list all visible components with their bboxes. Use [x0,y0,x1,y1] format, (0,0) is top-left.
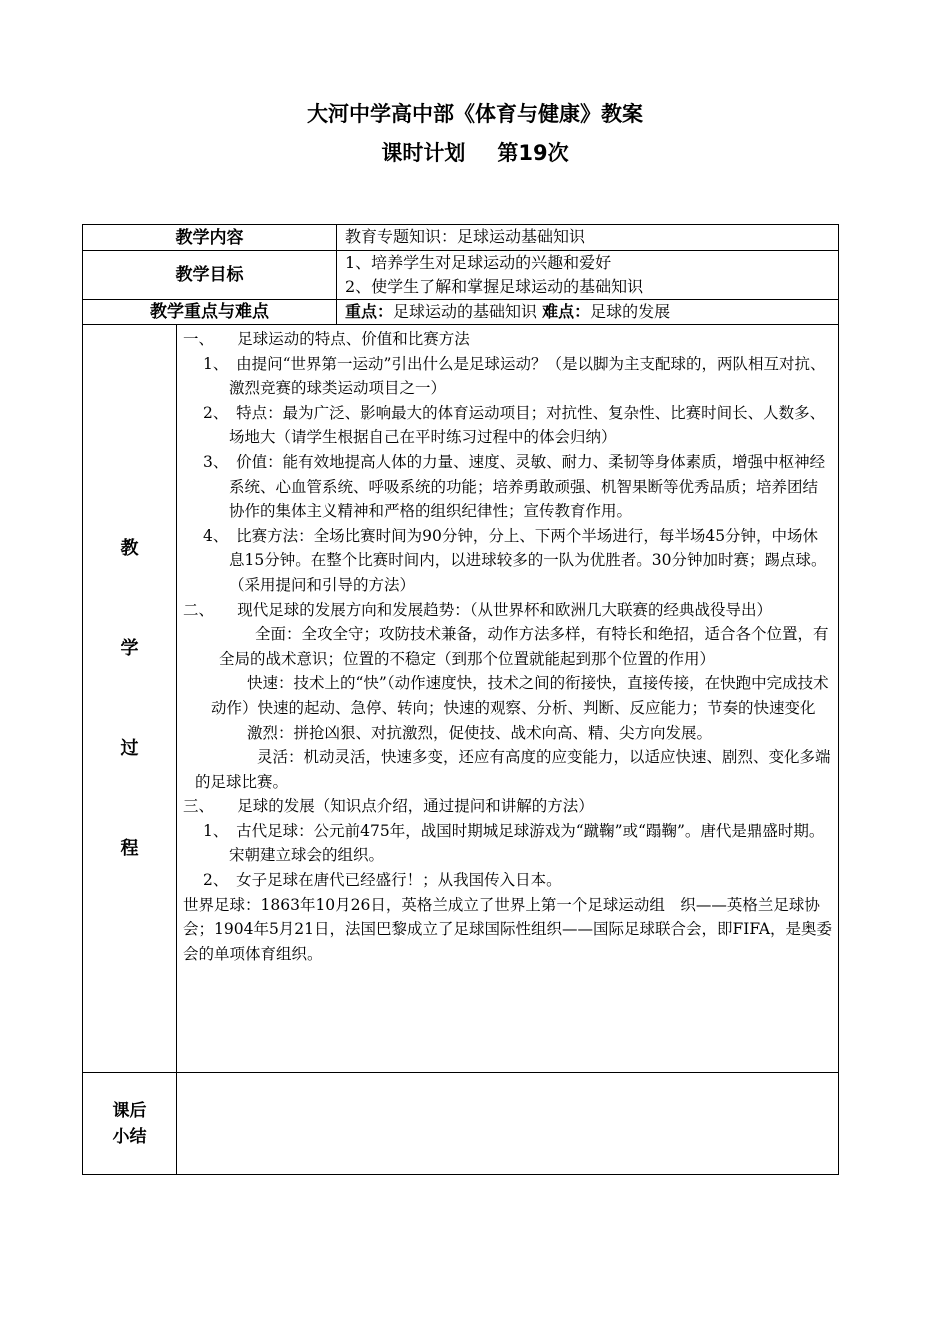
list-item: 1、 古代足球：公元前475年，战国时期城足球游戏为“蹴鞠”或“蹋鞠”。唐代是鼎盛时期。宋朝建立球会的组织。 [203,821,825,865]
goal-line: 2、使学生了解和掌握足球运动的基础知识 [345,277,644,296]
process-label-char: 学 [120,637,139,659]
difficulty-prefix: 难点： [542,302,591,321]
key-prefix: 重点： [345,302,394,321]
section-heading: 三、 足球的发展（知识点介绍，通过提问和讲解的方法） [183,797,594,816]
goal-line: 1、培养学生对足球运动的兴趣和爱好 [345,253,612,272]
paragraph: 世界足球：1863年10月26日，英格兰成立了世界上第一个足球运动组 织——英格兰足球协会；1904年5月21日，法国巴黎成立了足球国际性组织——国际足球联合会，即FIFA，是奥委会的单项体育组织。 [183,895,833,963]
process-label-char: 程 [120,837,139,859]
trend-item: 灵活：机动灵活，快速多变，还应有高度的应变能力，以适应快速、剧烈、变化多端的足球比赛。 [195,748,831,791]
summary-content [177,1073,839,1175]
subtitle-left: 课时计划 [381,141,466,165]
section-heading: 一、 足球运动的特点、价值和比赛方法 [183,330,470,348]
lesson-plan-table [82,224,839,1175]
list-item: 4、 比赛方法：全场比赛时间为90分钟，分上、下两个半场进行，每半场45分钟，中场休息15分钟。在整个比赛时间内，以进球较多的一队为优胜者。30分钟加时赛；踢点球。（采用提问和引导的方法） [203,526,827,594]
document-title: 大河中学高中部《体育与健康》教案 [307,102,643,126]
summary-label [83,1073,177,1175]
process-label-char: 过 [120,737,139,759]
key-label: 教学重点与难点 [83,300,337,325]
goal-label: 教学目标 [83,251,337,300]
content-value: 教育专题知识：足球运动基础知识 [337,225,839,251]
process-content [177,325,839,1073]
summary-label-line: 课后 [112,1100,147,1121]
content-label: 教学内容 [83,225,337,251]
list-item: 2、 女子足球在唐代已经盛行！；从我国传入日本。 [203,871,562,890]
key-value [337,300,839,325]
trend-item: 快速：技术上的“快”（动作速度快，技术之间的衔接快，直接传接，在快跑中完成技术动作）快速的起动、急停、转向；快速的观察、分析、判断、反应能力；节奏的快速变化 [211,674,829,717]
list-item: 1、 由提问“世界第一运动”引出什么是足球运动？（是以脚为主支配球的，两队相互对抗、激烈竞赛的球类运动项目之一） [203,354,826,398]
goal-value [337,251,839,300]
summary-label-line: 小结 [112,1126,147,1147]
process-label [83,325,177,1073]
lesson-plan-subtitle [0,137,950,167]
list-item: 3、 价值：能有效地提高人体的力量、速度、灵敏、耐力、柔韧等身体素质，增强中枢神经系统、心血管系统、呼吸系统的功能；培养勇敢顽强、机智果断等优秀品质；培养团结协作的集体主义精神和严格的组织纪律性；宣传教育作用。 [203,452,826,521]
key-text: 足球运动的基础知识 [393,302,538,321]
trend-item: 激烈：拼抢凶狠、对抗激烈，促使技、战术向高、精、尖方向发展。 [247,723,713,742]
difficulty-text: 足球的发展 [590,302,671,321]
trend-item: 全面：全攻全守；攻防技术兼备，动作方法多样，有特长和绝招，适合各个位置，有全局的战术意识；位置的不稳定（到那个位置就能起到那个位置的作用） [219,625,829,668]
process-label-char: 教 [120,537,139,559]
lesson-number: 第19次 [497,141,569,165]
list-item: 2、 特点：最为广泛、影响最大的体育运动项目；对抗性、复杂性、比赛时间长、人数多、场地大（请学生根据自己在平时练习过程中的体会归纳） [203,403,826,447]
section-heading: 二、 现代足球的发展方向和发展趋势：（从世界杯和欧洲几大联赛的经典战役导出） [183,600,773,619]
